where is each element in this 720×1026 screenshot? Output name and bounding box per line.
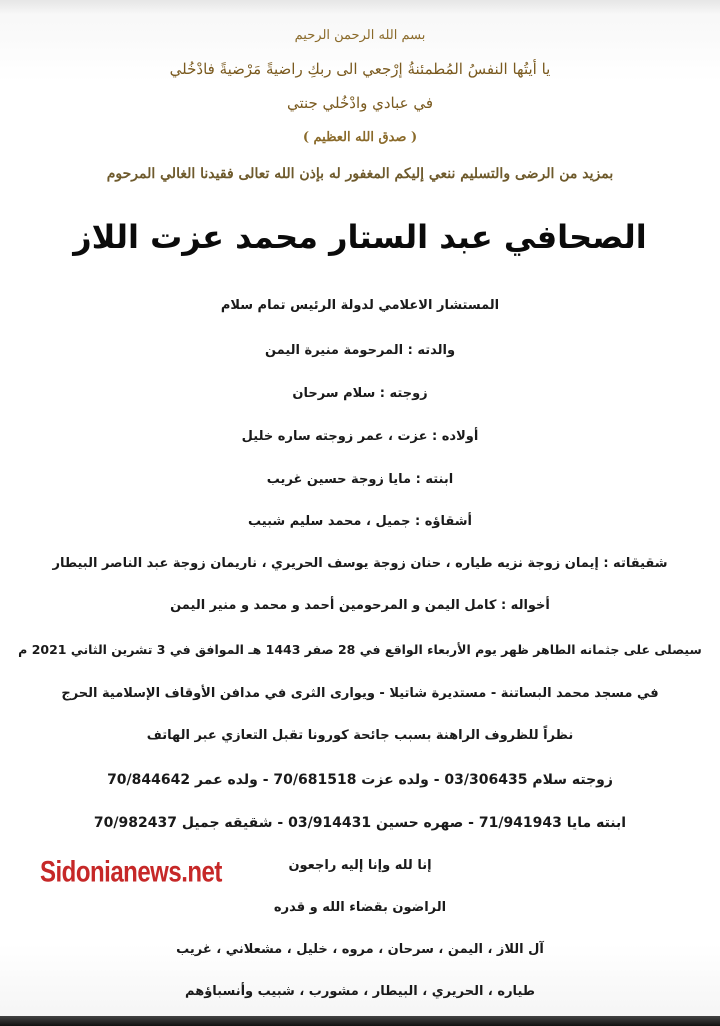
- funeral-location-line: في مسجد محمد البساتنة - مستديرة شاتيلا - ويوارى الثرى في مدافن الأوقاف الإسلامية الحرج: [61, 686, 659, 701]
- sisters-line: شقيقاته : إيمان زوجة نزيه طياره ، حنان زوجة يوسف الحريري ، ناريمان زوجة عبد الناصر البيطار: [52, 556, 668, 571]
- title-line: المستشار الاعلامي لدولة الرئيس تمام سلام: [220, 298, 500, 313]
- sidonianews-watermark: Sidonianews.net: [40, 855, 222, 889]
- daughter-line: ابنته : مايا زوجة حسين غريب: [266, 472, 454, 487]
- families-line-2: طياره ، الحريري ، البيطار ، مشورب ، شبيب وأنسباؤهم: [185, 984, 535, 999]
- verse-closing: ( صدق الله العظيم ): [302, 130, 418, 145]
- sons-line: أولاده : عزت ، عمر زوجته ساره خليل: [241, 429, 479, 444]
- condolence-note: نظراً للظروف الراهنة بسبب جائحة كورونا تقبل التعازي عبر الهاتف: [146, 728, 574, 743]
- basmala: بسم الله الرحمن الرحيم: [294, 28, 426, 43]
- mother-line: والدته : المرحومة منيرة اليمن: [264, 343, 456, 358]
- funeral-prayer-line: سيصلى على جثمانه الطاهر ظهر يوم الأربعاء الواقع في 28 صفر 1443 هـ الموافق في 3 تشرين الثاني 2021 م: [18, 642, 702, 657]
- wife-line: زوجته : سلام سرحان: [292, 386, 428, 401]
- announcement: بمزيد من الرضى والتسليم ننعي إليكم المغفور له بإذن الله تعالى فقيدنا الغالي المرحوم: [106, 166, 614, 182]
- deceased-name: الصحافي عبد الستار محمد عزت اللاز: [73, 218, 647, 256]
- acceptance-line: الراضون بقضاء الله و قدره: [273, 900, 447, 915]
- brothers-line: أشقاؤه : جميل ، محمد سليم شبيب: [248, 514, 472, 529]
- verse-line-2: في عبادي وادْخُلي جنتي: [286, 94, 434, 112]
- families-line-1: آل اللاز ، اليمن ، سرحان ، مروه ، خليل ، مشعلاني ، غريب: [176, 942, 544, 957]
- phones-line-2: ابنته مايا 71/941943 - صهره حسين 03/914431 - شقيقه جميل 70/982437: [93, 815, 627, 831]
- bottom-edge-bar: [0, 1016, 720, 1026]
- phones-line-1: زوجته سلام 03/306435 - ولده عزت 70/681518 - ولده عمر 70/844642: [107, 772, 613, 788]
- quran-closing: إنا لله وإنا إليه راجعون: [288, 858, 432, 873]
- verse-line-1: يا أيتُها النفسُ المُطمئنةُ إرْجعي الى ربكِ راضيةً مَرْضيةً فادْخُلي: [169, 60, 551, 78]
- maternal-uncles-line: أخواله : كامل اليمن و المرحومين أحمد و محمد و منير اليمن: [170, 598, 550, 613]
- top-shadow: [0, 0, 720, 14]
